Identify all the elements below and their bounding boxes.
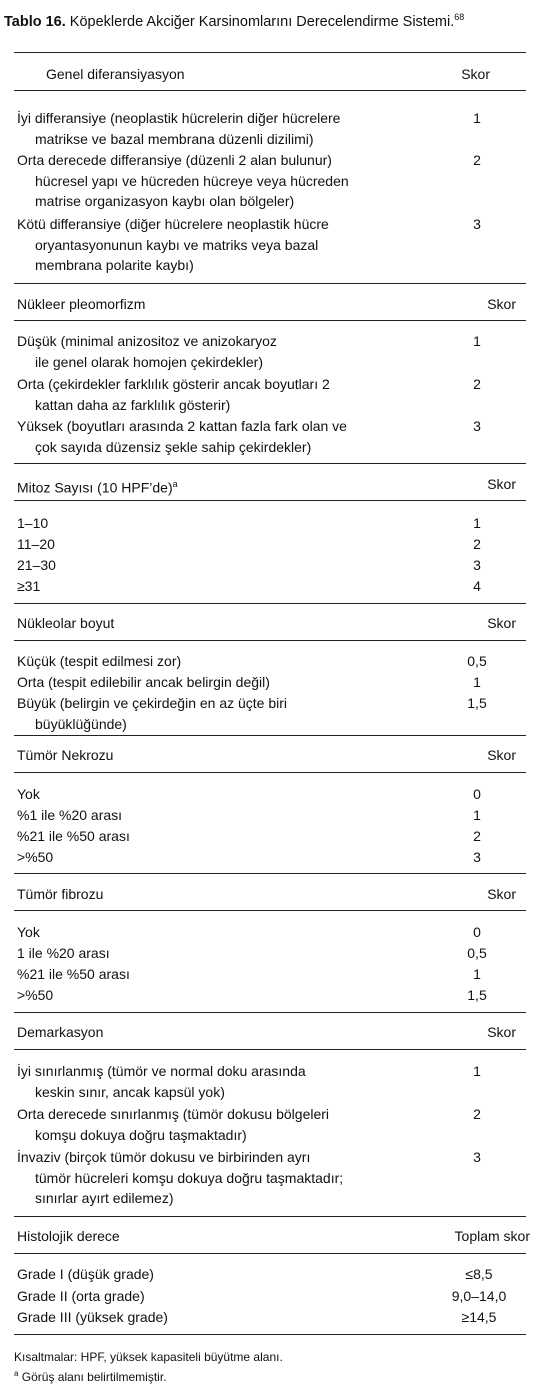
row-score: 3 bbox=[473, 216, 481, 232]
row-label-line: Orta (tespit edilebilir ancak belirgin değil) bbox=[17, 674, 270, 690]
row-label-line: Büyük (belirgin ve çekirdeğin en az üçte biri bbox=[17, 695, 288, 711]
score-column-header: Toplam skor bbox=[454, 1228, 530, 1244]
table-row-label bbox=[17, 693, 437, 734]
row-label-line: kattan daha az farklılık gösterir) bbox=[35, 396, 231, 413]
row-label-line: 11–20 bbox=[17, 536, 55, 552]
row-label-line: Yok bbox=[17, 786, 40, 802]
table-row-label bbox=[17, 534, 437, 555]
row-label-line: Grade II (orta grade) bbox=[17, 1288, 145, 1304]
row-label-line: >%50 bbox=[17, 849, 54, 865]
row-score: 1 bbox=[473, 1063, 481, 1079]
row-label-line: 1 ile %20 arası bbox=[17, 945, 110, 961]
row-label-line: tümör hücreleri komşu dokuya doğru taşmaktadır; bbox=[35, 1169, 344, 1186]
score-column-header: Skor bbox=[487, 886, 516, 902]
section-header-text: Genel diferansiyasyon bbox=[46, 66, 185, 82]
table-row-label bbox=[17, 985, 437, 1006]
row-score: 1 bbox=[473, 333, 481, 349]
row-label-line: büyüklüğünde) bbox=[35, 715, 127, 732]
row-score: ≤8,5 bbox=[465, 1266, 493, 1282]
row-score: 0,5 bbox=[467, 945, 487, 961]
table-row-label bbox=[17, 651, 437, 672]
row-label-line: Küçük (tespit edilmesi zor) bbox=[17, 653, 182, 669]
table-row-label bbox=[17, 331, 437, 372]
table-row-label bbox=[17, 555, 437, 576]
table-row-label bbox=[17, 943, 437, 964]
row-score: 1 bbox=[473, 674, 481, 690]
row-score: 1 bbox=[473, 515, 481, 531]
table-title bbox=[4, 14, 552, 30]
row-label-line: 21–30 bbox=[17, 557, 56, 573]
table-row-label bbox=[17, 1104, 437, 1145]
score-column-header: Skor bbox=[487, 747, 516, 763]
row-label-line: çok sayıda düzensiz şekle sahip çekirdekler) bbox=[35, 438, 312, 455]
score-column-header: Skor bbox=[487, 476, 516, 492]
row-score: 2 bbox=[473, 1106, 481, 1122]
row-label-line: matrise organizasyon kaybı olan bölgeler) bbox=[35, 193, 295, 209]
row-score: 1,5 bbox=[467, 695, 487, 711]
section-header-rule bbox=[14, 1253, 526, 1254]
table-row-label bbox=[17, 847, 437, 868]
section-header bbox=[46, 64, 185, 85]
row-label-line: %21 ile %50 arası bbox=[17, 966, 130, 982]
score-column-header: Skor bbox=[487, 296, 516, 312]
title-reference: 68 bbox=[454, 12, 465, 23]
row-label-line: %21 ile %50 arası bbox=[17, 828, 130, 844]
footnote-text: Görüş alanı belirtilmemiştir. bbox=[18, 1370, 167, 1384]
section-header bbox=[17, 1226, 120, 1247]
row-score: 2 bbox=[473, 376, 481, 392]
section-header-text: Mitoz Sayısı (10 HPF’de) bbox=[17, 479, 173, 496]
row-score: 1 bbox=[473, 966, 481, 982]
table-row-label bbox=[17, 1286, 437, 1307]
table-row-label bbox=[17, 150, 437, 212]
row-label-line: Orta (çekirdekler farklılık gösterir ancak boyutları 2 bbox=[17, 376, 330, 392]
row-score: ≥14,5 bbox=[461, 1309, 497, 1325]
row-score: 2 bbox=[473, 828, 481, 844]
row-label-line: İyi differansiye (neoplastik hücrelerin diğer hücrelere bbox=[17, 110, 341, 126]
table-number: Tablo 16. bbox=[4, 14, 66, 30]
section-header bbox=[17, 474, 178, 498]
row-score: 3 bbox=[473, 849, 481, 865]
table-row-label bbox=[17, 214, 437, 276]
table-row-label bbox=[17, 1307, 437, 1328]
section-header-rule bbox=[14, 500, 526, 501]
table-row-label bbox=[17, 826, 437, 847]
section-top-rule bbox=[14, 283, 526, 284]
row-label-line: >%50 bbox=[17, 987, 54, 1003]
row-score: 2 bbox=[473, 152, 481, 168]
row-label-line: Orta derecede sınırlanmış (tümör dokusu bölgeleri bbox=[17, 1106, 330, 1122]
row-label-line: Düşük (minimal anizositoz ve anizokaryoz bbox=[17, 333, 277, 349]
row-label-line: Kötü differansiye (diğer hücrelere neoplastik hücre bbox=[17, 216, 329, 232]
row-label-line: hücresel yapı ve hücreden hücreye veya hücreden bbox=[35, 172, 349, 189]
section-header-text: Tümör fibrozu bbox=[17, 886, 104, 902]
section-top-rule bbox=[14, 1216, 526, 1217]
section-header-text: Nükleolar boyut bbox=[17, 615, 115, 631]
row-label-line: Orta derecede differansiye (düzenli 2 alan bulunur) bbox=[17, 152, 332, 168]
row-score: 0 bbox=[473, 786, 481, 802]
row-label-line: 1–10 bbox=[17, 515, 49, 531]
section-header-rule bbox=[14, 910, 526, 911]
row-label-line: İyi sınırlanmış (tümör ve normal doku arasında bbox=[17, 1063, 306, 1079]
section-header-text: Tümör Nekrozu bbox=[17, 747, 114, 763]
section-header bbox=[17, 745, 113, 766]
section-top-rule bbox=[14, 603, 526, 604]
section-header-rule bbox=[14, 320, 526, 321]
row-score: 1 bbox=[473, 110, 481, 126]
row-label-line: ile genel olarak homojen çekirdekler) bbox=[35, 353, 264, 370]
section-header bbox=[17, 613, 114, 634]
row-label-line: Grade I (düşük grade) bbox=[17, 1266, 154, 1282]
section-top-rule bbox=[14, 735, 526, 736]
table-row-label bbox=[17, 576, 437, 597]
abbreviation-note: Kısaltmalar: HPF, yüksek kapasiteli büyütme alanı. bbox=[14, 1350, 283, 1364]
footnote-mark: a bbox=[14, 1369, 19, 1378]
table-row-label bbox=[17, 805, 437, 826]
row-label-line: ≥31 bbox=[17, 578, 41, 594]
row-label-line: keskin sınır, ancak kapsül yok) bbox=[35, 1083, 225, 1100]
table-row-label bbox=[17, 513, 437, 534]
table-bottom-rule bbox=[14, 1334, 526, 1335]
row-score: 9,0–14,0 bbox=[451, 1288, 507, 1304]
table-row-label bbox=[17, 374, 437, 415]
section-top-rule bbox=[14, 52, 526, 53]
table-row-label bbox=[17, 922, 437, 943]
score-column-header: Skor bbox=[487, 1024, 516, 1040]
row-score: 3 bbox=[473, 1149, 481, 1165]
row-label-line: İnvaziv (birçok tümör dokusu ve birbirinden ayrı bbox=[17, 1149, 311, 1165]
row-score: 4 bbox=[473, 578, 481, 594]
row-label-line: Yok bbox=[17, 924, 40, 940]
table-row-label bbox=[17, 784, 437, 805]
table-row-label bbox=[17, 1061, 437, 1102]
footnote bbox=[14, 1369, 167, 1384]
row-label-line: komşu dokuya doğru taşmaktadır) bbox=[35, 1126, 247, 1143]
section-header-rule bbox=[14, 1049, 526, 1050]
score-column-header: Skor bbox=[487, 615, 516, 631]
section-header bbox=[17, 1022, 103, 1043]
section-header-rule bbox=[14, 772, 526, 773]
row-score: 1 bbox=[473, 807, 481, 823]
table-row-label bbox=[17, 1147, 437, 1209]
row-label-line: Grade III (yüksek grade) bbox=[17, 1309, 168, 1325]
row-score: 1,5 bbox=[467, 987, 487, 1003]
row-score: 0,5 bbox=[467, 653, 487, 669]
section-header-text: Demarkasyon bbox=[17, 1024, 104, 1040]
section-header-rule bbox=[14, 640, 526, 641]
section-header-rule bbox=[14, 90, 526, 91]
row-score: 2 bbox=[473, 536, 481, 552]
row-label-line: Yüksek (boyutları arasında 2 kattan fazla fark olan ve bbox=[17, 418, 347, 434]
row-score: 0 bbox=[473, 924, 481, 940]
row-label-line: %1 ile %20 arası bbox=[17, 807, 123, 823]
section-header bbox=[17, 884, 103, 905]
section-header-text: Nükleer pleomorfizm bbox=[17, 296, 146, 312]
row-score: 3 bbox=[473, 418, 481, 434]
table-row-label bbox=[17, 1264, 437, 1285]
table-row-label bbox=[17, 672, 437, 693]
section-top-rule bbox=[14, 873, 526, 874]
section-header bbox=[17, 294, 145, 315]
row-label-line: matrikse ve bazal membrana düzenli dizilimi) bbox=[35, 130, 314, 147]
section-top-rule bbox=[14, 1012, 526, 1013]
score-column-header: Skor bbox=[461, 66, 490, 82]
section-top-rule bbox=[14, 463, 526, 464]
table-row-label bbox=[17, 108, 437, 149]
table-row-label bbox=[17, 964, 437, 985]
row-label-line: membrana polarite kaybı) bbox=[35, 257, 194, 273]
row-score: 3 bbox=[473, 557, 481, 573]
row-label-line: oryantasyonunun kaybı ve matriks veya bazal bbox=[35, 236, 319, 253]
table-title-text: Köpeklerde Akciğer Karsinomlarını Derecelendirme Sistemi. bbox=[65, 14, 455, 30]
section-header-text: Histolojik derece bbox=[17, 1228, 120, 1244]
table-row-label bbox=[17, 416, 437, 457]
row-label-line: sınırlar ayırt edilemez) bbox=[35, 1190, 174, 1206]
section-header-footnote-mark: a bbox=[172, 479, 178, 489]
